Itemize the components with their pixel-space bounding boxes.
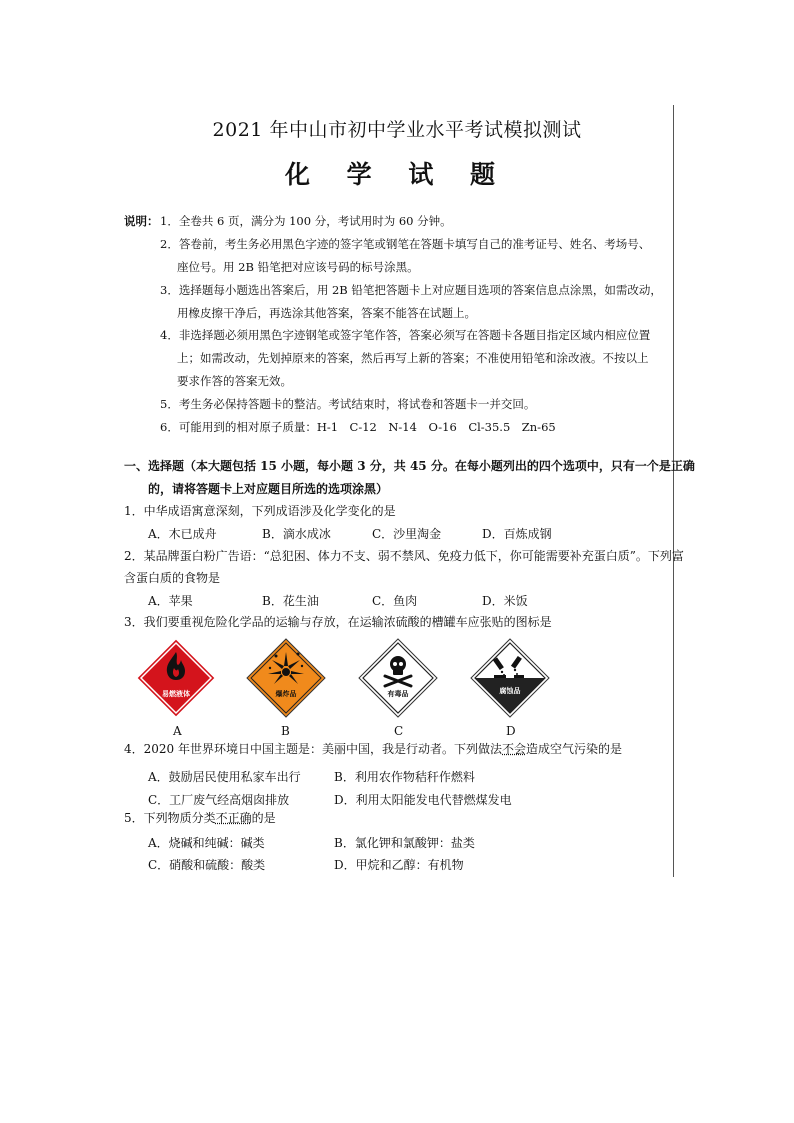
- margin-line: [673, 105, 674, 877]
- instruction-line: 上；如需改动，先划掉原来的答案，然后再写上新的答案；不准使用铅笔和涂改液。不按以上: [177, 351, 649, 365]
- sign-letter-d: D: [506, 724, 516, 738]
- option-c: C．沙里淘金: [372, 527, 442, 541]
- sign-label: 易燃液体: [162, 690, 190, 698]
- question-stem: 2．某品牌蛋白粉广告语：“总犯困、体力不支、弱不禁风、免疫力低下，你可能需要补充蛋白质”。下列富: [124, 549, 684, 563]
- question-stem: 3．我们要重视危险化学品的运输与存放，在运输浓硫酸的槽罐车应张贴的图标是: [124, 615, 552, 629]
- stem-text: 造成空气污染的是: [526, 742, 623, 756]
- sign-letter-a: A: [173, 724, 182, 738]
- option-a: A．鼓励居民使用私家车出行: [148, 770, 301, 784]
- instructions-label: 说明：: [124, 214, 159, 228]
- stem-text: 4．2020 年世界环境日中国主题是：美丽中国，我是行动者。下列做法: [124, 742, 502, 756]
- stem-text: 5．下列物质分类: [124, 811, 216, 825]
- instruction-line: 4．非选择题必须用黑色字迹钢笔或签字笔作答，答案必须写在答题卡各题目指定区域内相应位置: [160, 328, 651, 342]
- toxic-sign: [358, 638, 438, 718]
- option-b: B．利用农作物秸秆作燃料: [334, 770, 475, 784]
- subject-title: 化 学 试 题: [284, 160, 510, 189]
- exam-title: 2021 年中山市初中学业水平考试模拟测试: [212, 119, 582, 141]
- option-b: B．花生油: [262, 594, 319, 608]
- explosive-sign: [246, 638, 326, 718]
- question-stem: 1．中华成语寓意深刻，下列成语涉及化学变化的是: [124, 504, 396, 518]
- instruction-line: 要求作答的答案无效。: [177, 374, 292, 388]
- option-c: C．工厂废气经高烟囱排放: [148, 793, 290, 807]
- option-d: D．米饭: [482, 594, 528, 608]
- instruction-line: 2．答卷前，考生务必用黑色字迹的签字笔或钢笔在答题卡填写自己的准考证号、姓名、考场号、: [160, 237, 651, 251]
- option-d: D．利用太阳能发电代替燃煤发电: [334, 793, 512, 807]
- instruction-line: 5．考生务必保持答题卡的整洁。考试结束时，将试卷和答题卡一并交回。: [160, 397, 536, 411]
- stem-emphasis: 不正确: [215, 811, 252, 825]
- option-c: C．鱼肉: [372, 594, 418, 608]
- stem-emphasis: 不会: [502, 742, 527, 756]
- instruction-line: 6．可能用到的相对原子质量：H-1 C-12 N-14 O-16 Cl-35.5 Zn-65: [160, 420, 556, 434]
- instruction-line: 3．选择题每小题选出答案后，用 2B 铅笔把答题卡上对应题目选项的答案信息点涂黑，如需改动，: [160, 283, 662, 297]
- option-a: A．木已成舟: [148, 527, 217, 541]
- option-c: C．硝酸和硫酸：酸类: [148, 858, 266, 872]
- corrosive-sign: [470, 638, 550, 718]
- sign-label: 爆炸品: [275, 690, 297, 698]
- option-b: B．滴水成冰: [262, 527, 331, 541]
- question-stem: [124, 810, 276, 826]
- sign-label: 有毒品: [387, 690, 409, 698]
- option-a: A．烧碱和纯碱：碱类: [148, 836, 265, 850]
- question-stem: 含蛋白质的食物是: [124, 571, 221, 585]
- sign-letter-c: C: [394, 724, 404, 738]
- instruction-line: 座位号。用 2B 铅笔把对应该号码的标号涂黑。: [177, 260, 419, 274]
- question-stem: [124, 741, 622, 757]
- sign-letter-b: B: [281, 724, 290, 738]
- flammable-liquid-sign: [136, 638, 216, 718]
- section-heading: 一、选择题（本大题包括 15 小题，每小题 3 分，共 45 分。在每小题列出的四个选项中，只有一个是正确: [124, 459, 695, 473]
- sign-label: 腐蚀品: [499, 687, 521, 695]
- option-b: B．氯化钾和氯酸钾：盐类: [334, 836, 475, 850]
- option-a: A．苹果: [148, 594, 193, 608]
- option-d: D．百炼成钢: [482, 527, 552, 541]
- option-d: D．甲烷和乙醇：有机物: [334, 858, 464, 872]
- section-heading: 的，请将答题卡上对应题目所选的选项涂黑）: [148, 482, 389, 496]
- instruction-line: 用橡皮擦干净后，再选涂其他答案，答案不能答在试题上。: [177, 306, 476, 320]
- instruction-line: 1．全卷共 6 页，满分为 100 分，考试用时为 60 分钟。: [160, 214, 452, 228]
- stem-text: 的是: [251, 811, 276, 825]
